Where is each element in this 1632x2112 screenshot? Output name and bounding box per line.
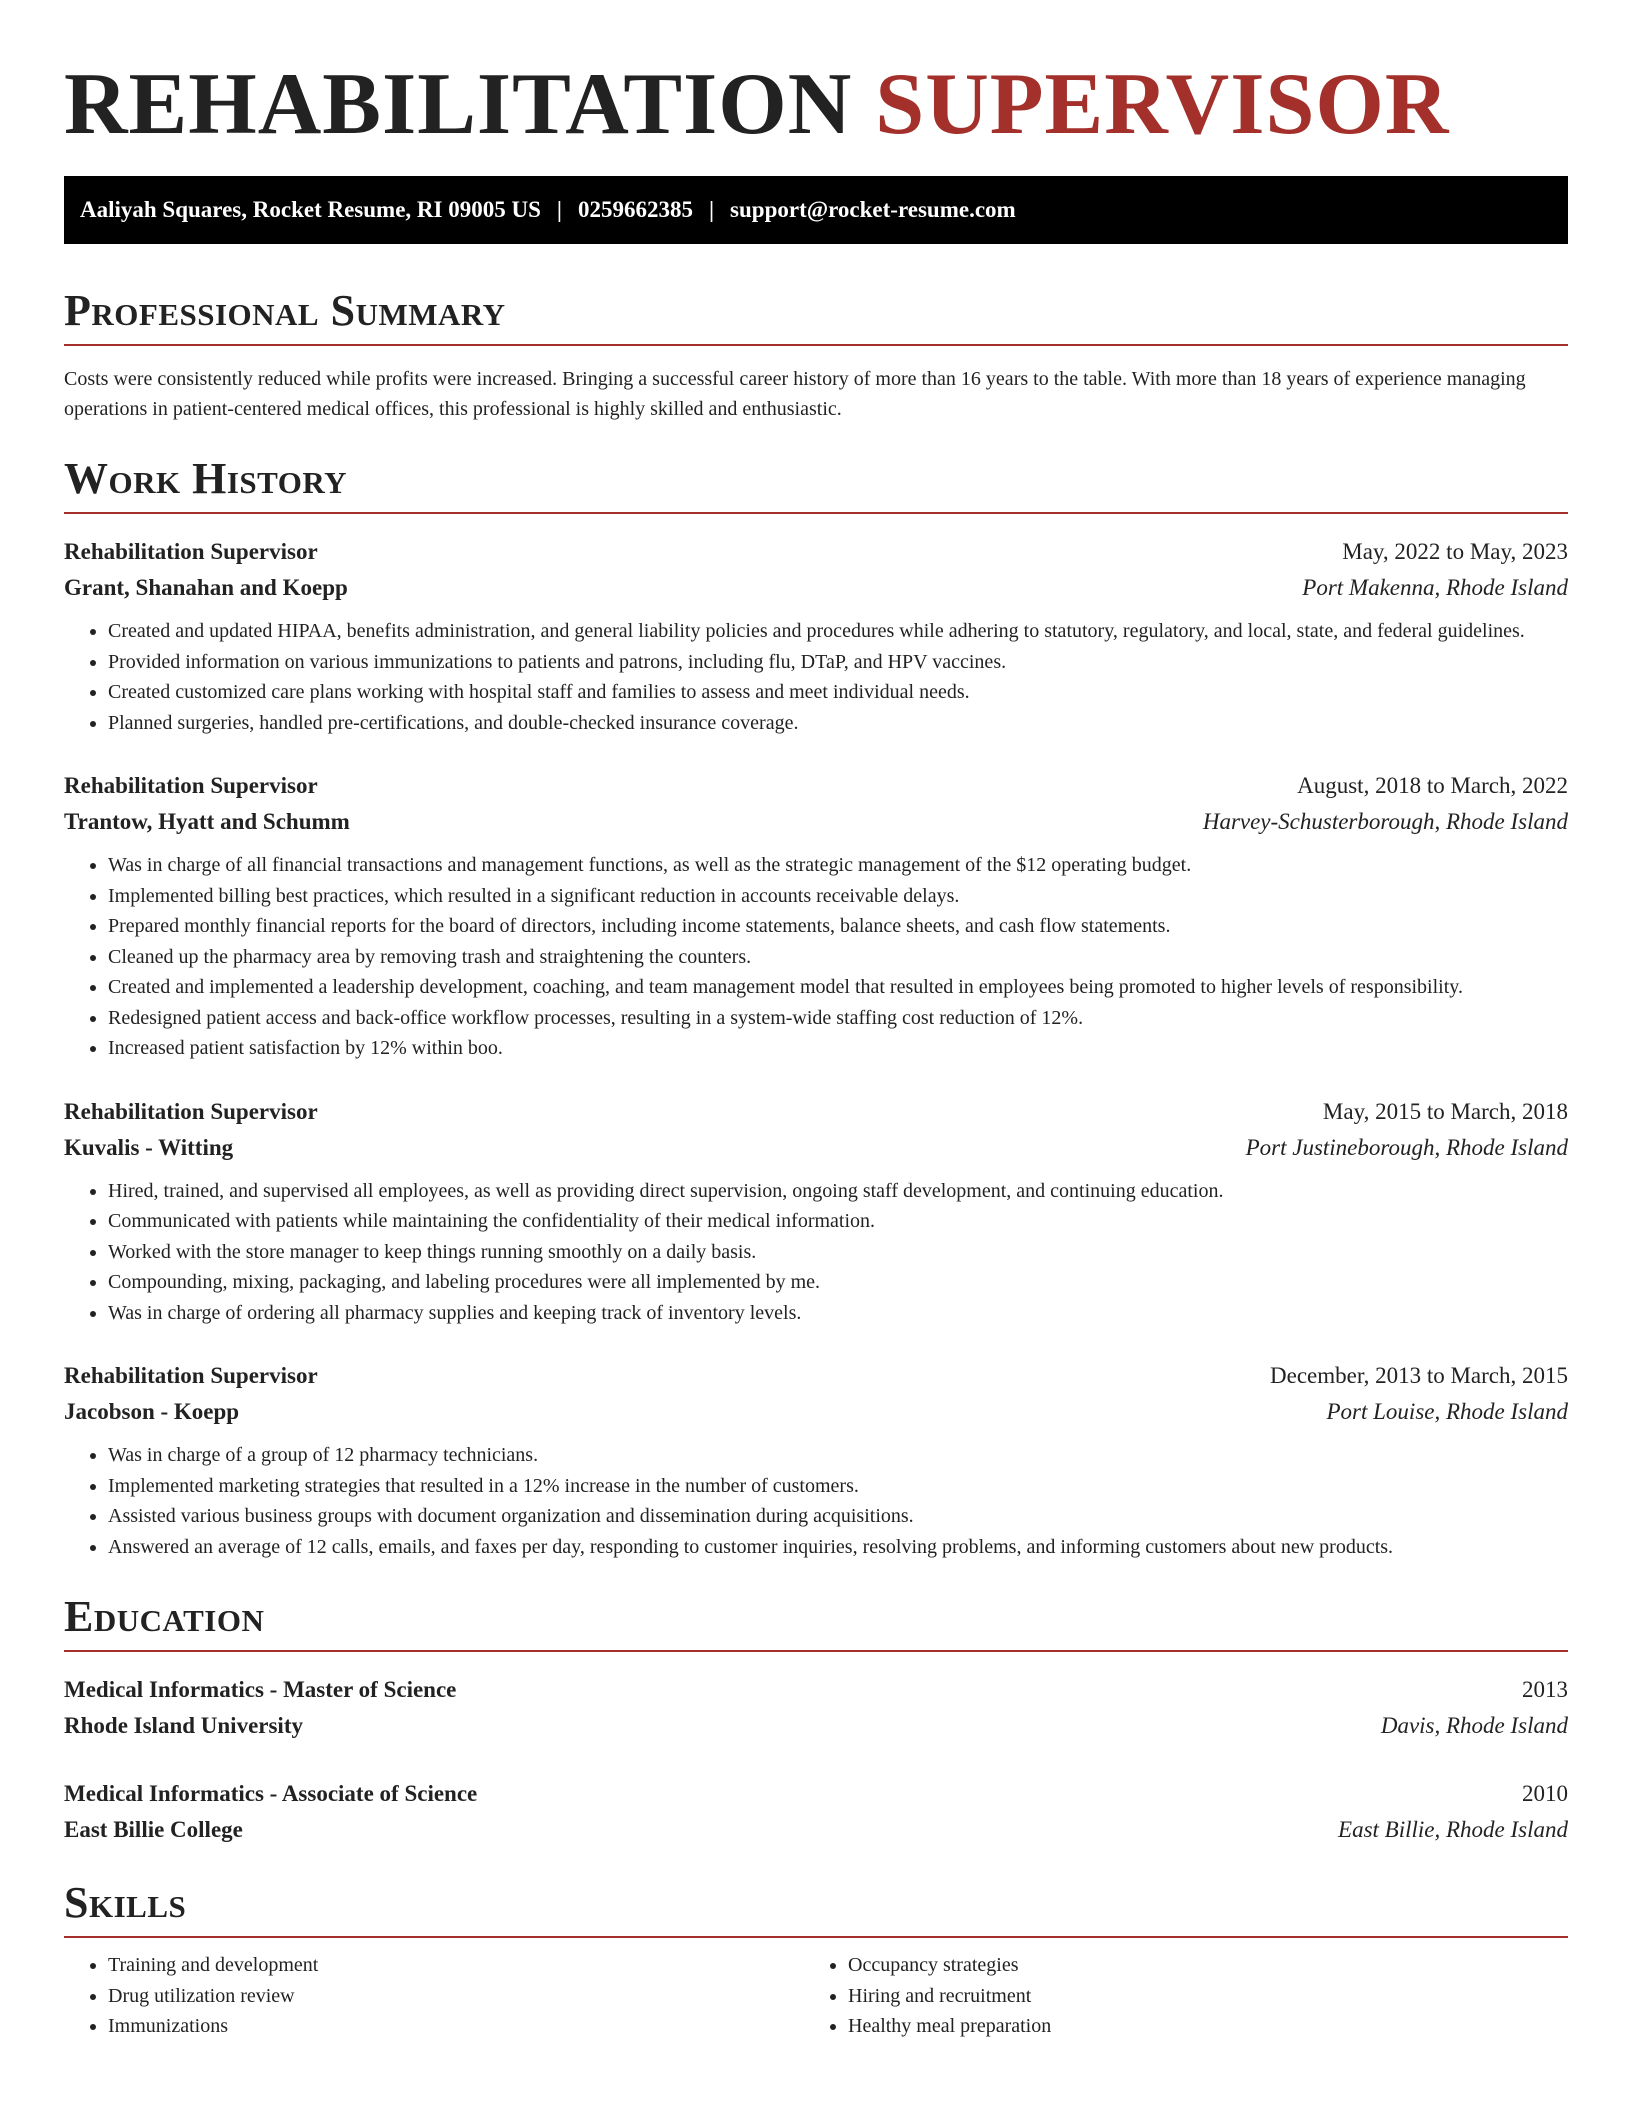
job-title: Rehabilitation Supervisor — [64, 1098, 318, 1124]
job-location: Harvey-Schusterborough, Rhode Island — [1202, 809, 1568, 834]
contact-bar — [64, 176, 1568, 244]
skill-item: • Occupancy strategies — [848, 1950, 1544, 1981]
job-company-row — [64, 1130, 1568, 1166]
job-entry — [64, 534, 1568, 738]
job-company-row — [64, 1394, 1568, 1430]
summary-text: Costs were consistently reduced while profits were increased. Bringing a successful career history of more than 16 years to the table. With more than 18 years of experience managing operations in patient-centered medical offices, this professional is highly skilled and enthusiastic. — [64, 368, 1526, 420]
job-bullet: • Answered an average of 12 calls, emails, and faxes per day, responding to customer inquiries, resolving problems, and informing customers about new products. — [108, 1532, 1568, 1563]
job-dates: May, 2022 to May, 2023 — [1342, 539, 1568, 564]
education-degree-row — [64, 1672, 1568, 1708]
job-header-row — [64, 1358, 1568, 1394]
education-location: Davis, Rhode Island — [1380, 1713, 1568, 1738]
resume-page — [64, 0, 1568, 2042]
job-bullet: • Was in charge of a group of 12 pharmacy technicians. — [108, 1440, 1568, 1471]
education-entry — [64, 1672, 1568, 1744]
job-location: Port Makenna, Rhode Island — [1302, 575, 1568, 600]
job-dates: May, 2015 to March, 2018 — [1322, 1098, 1568, 1124]
work-history-list — [64, 534, 1568, 1562]
skill-item: • Hiring and recruitment — [848, 1981, 1544, 2012]
job-dates: December, 2013 to March, 2015 — [1270, 1363, 1568, 1388]
skill-item: • Immunizations — [108, 2011, 804, 2042]
section-heading-education: Education — [64, 1592, 1568, 1652]
job-company: Trantow, Hyatt and Schumm — [64, 809, 350, 834]
job-title: Rehabilitation Supervisor — [64, 539, 318, 564]
job-title: Rehabilitation Supervisor — [64, 1363, 318, 1388]
job-bullet: • Created customized care plans working with hospital staff and families to assess and meet individual needs. — [108, 677, 1568, 708]
job-dates: August, 2018 to March, 2022 — [1297, 773, 1568, 798]
job-bullet: • Assisted various business groups with document organization and dissemination during acquisitions. — [108, 1501, 1568, 1532]
section-heading-work-history: Work History — [64, 454, 1568, 514]
skill-item: • Training and development — [108, 1950, 804, 1981]
job-bullet: • Compounding, mixing, packaging, and labeling procedures were all implemented by me. — [108, 1267, 1568, 1298]
job-bullet: • Planned surgeries, handled pre-certifications, and double-checked insurance coverage. — [108, 708, 1568, 739]
job-bullet-list — [64, 616, 1568, 738]
job-entry — [64, 1094, 1568, 1329]
job-location: Port Justineborough, Rhode Island — [1245, 1134, 1568, 1160]
title-first-word: REHABILITATION — [64, 56, 853, 153]
job-bullet: • Provided information on various immunizations to patients and patrons, including flu, DTaP, and HPV vaccines. — [108, 647, 1568, 678]
education-school-row — [64, 1708, 1568, 1744]
job-bullet: • Created and implemented a leadership development, coaching, and team management model that resulted in employees being promoted to higher levels of responsibility. — [108, 972, 1568, 1003]
skills-grid — [64, 1950, 1568, 2042]
education-list — [64, 1672, 1568, 1848]
skill-item: • Healthy meal preparation — [848, 2011, 1544, 2042]
section-heading-skills: Skills — [64, 1878, 1568, 1938]
section-heading-summary: Professional Summary — [64, 286, 1568, 346]
job-bullet: • Implemented billing best practices, which resulted in a significant reduction in accounts receivable delays. — [108, 881, 1568, 912]
education-degree-row — [64, 1776, 1568, 1812]
job-location: Port Louise, Rhode Island — [1326, 1399, 1568, 1424]
education-year: 2013 — [1522, 1677, 1568, 1702]
job-title: Rehabilitation Supervisor — [64, 773, 318, 798]
skills-column-left — [64, 1950, 804, 2042]
job-bullet: • Communicated with patients while maintaining the confidentiality of their medical information. — [108, 1206, 1568, 1237]
education-degree: Medical Informatics - Master of Science — [64, 1677, 457, 1702]
job-bullet: • Created and updated HIPAA, benefits administration, and general liability policies and procedures while adhering to statutory, regulatory, and local, state, and federal guidelines. — [108, 616, 1568, 647]
job-entry — [64, 1358, 1568, 1562]
job-bullet: • Worked with the store manager to keep things running smoothly on a daily basis. — [108, 1237, 1568, 1268]
skills-column-right — [804, 1950, 1544, 2042]
education-year: 2010 — [1522, 1781, 1568, 1806]
job-header-row — [64, 1094, 1568, 1130]
contact-address: Aaliyah Squares, Rocket Resume, RI 09005 US — [80, 197, 541, 222]
job-company: Grant, Shanahan and Koepp — [64, 575, 348, 600]
education-location: East Billie, Rhode Island — [1338, 1817, 1568, 1842]
education-school: Rhode Island University — [64, 1713, 303, 1738]
contact-separator: | — [708, 197, 715, 222]
job-company-row — [64, 570, 1568, 606]
job-bullet: • Hired, trained, and supervised all employees, as well as providing direct supervision, ongoing staff development, and continuing education. — [108, 1176, 1568, 1207]
job-bullet: • Was in charge of all financial transactions and management functions, as well as the strategic management of the $12 operating budget. — [108, 850, 1568, 881]
education-school: East Billie College — [64, 1817, 243, 1842]
skill-item: • Drug utilization review — [108, 1981, 804, 2012]
job-header-row — [64, 534, 1568, 570]
contact-phone: 0259662385 — [577, 197, 693, 222]
job-bullet: • Implemented marketing strategies that resulted in a 12% increase in the number of customers. — [108, 1471, 1568, 1502]
job-header-row — [64, 768, 1568, 804]
contact-separator: | — [556, 197, 562, 222]
job-company: Jacobson - Koepp — [64, 1399, 240, 1424]
job-bullet-list — [64, 850, 1568, 1064]
resume-title — [64, 58, 1568, 152]
contact-email: support@rocket-resume.com — [730, 197, 1016, 222]
education-school-row — [64, 1812, 1568, 1848]
job-bullet-list — [64, 1176, 1568, 1329]
education-entry — [64, 1776, 1568, 1848]
title-second-word: SUPERVISOR — [875, 56, 1450, 153]
job-bullet: • Was in charge of ordering all pharmacy supplies and keeping track of inventory levels. — [108, 1298, 1568, 1329]
job-bullet-list — [64, 1440, 1568, 1562]
job-bullet: • Prepared monthly financial reports for the board of directors, including income statements, balance sheets, and cash flow statements. — [108, 911, 1568, 942]
job-bullet: • Redesigned patient access and back-office workflow processes, resulting in a system-wide staffing cost reduction of 12%. — [108, 1003, 1568, 1034]
job-bullet: • Increased patient satisfaction by 12% within boo. — [108, 1033, 1568, 1064]
education-degree: Medical Informatics - Associate of Science — [64, 1781, 478, 1806]
job-bullet: • Cleaned up the pharmacy area by removing trash and straightening the counters. — [108, 942, 1568, 973]
job-company-row — [64, 804, 1568, 840]
job-company: Kuvalis - Witting — [64, 1134, 234, 1160]
job-entry — [64, 768, 1568, 1064]
